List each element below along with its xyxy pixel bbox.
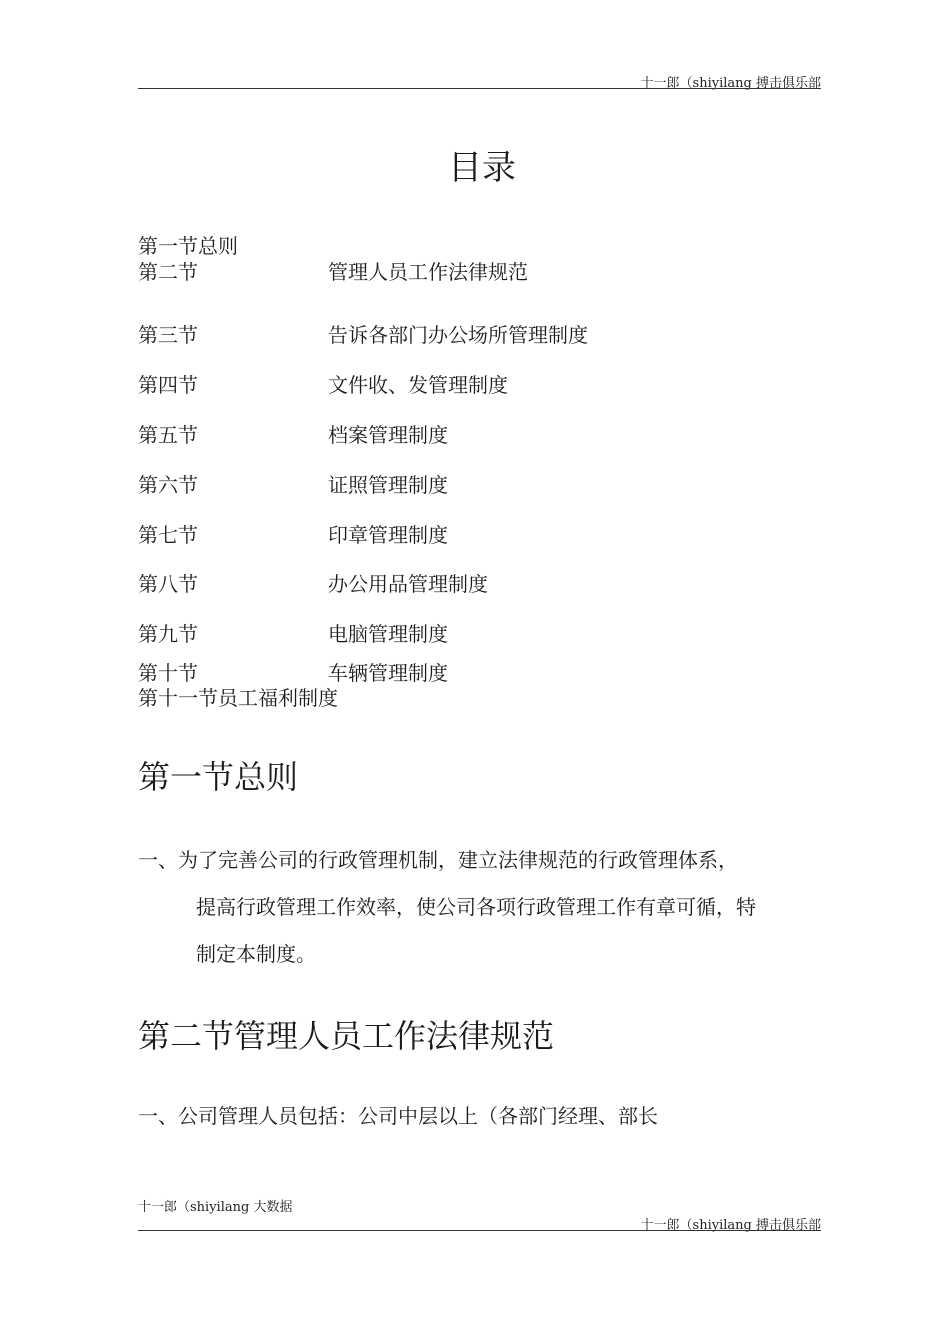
toc-entry-4-title[interactable]: 文件收、发管理制度 [328, 373, 508, 397]
toc-entry-9-title[interactable]: 电脑管理制度 [328, 622, 448, 646]
toc-entry-6-title[interactable]: 证照管理制度 [328, 473, 448, 497]
toc-entry-7-title[interactable]: 印章管理制度 [328, 523, 448, 547]
toc-entry-4-num[interactable]: 第四节 [138, 373, 198, 397]
toc-entry-5-title[interactable]: 档案管理制度 [328, 423, 448, 447]
toc-entry-8-title[interactable]: 办公用品管理制度 [328, 572, 488, 596]
toc-entry-1[interactable]: 第一节总则 [138, 234, 238, 258]
section-heading-2: 第二节管理人员工作法律规范 [138, 1017, 555, 1055]
toc-entry-11[interactable]: 第十一节员工福利制度 [138, 686, 338, 710]
toc-entry-10-title[interactable]: 车辆管理制度 [328, 661, 448, 685]
toc-entry-2-title[interactable]: 管理人员工作法律规范 [328, 260, 528, 284]
page-footer-right: 十一郎（shiyilang 搏击俱乐部 [640, 1218, 821, 1233]
section1-paragraph-line-2: 提高行政管理工作效率，使公司各项行政管理工作有章可循，特 [196, 895, 756, 919]
toc-entry-2-num[interactable]: 第二节 [138, 260, 198, 284]
section2-paragraph-line-1: 一、公司管理人员包括：公司中层以上（各部门经理、部长 [138, 1104, 658, 1128]
section1-paragraph-line-3: 制定本制度。 [196, 942, 316, 966]
footer-rule [138, 1230, 821, 1231]
section1-paragraph-line-1: 一、为了完善公司的行政管理机制，建立法律规范的行政管理体系， [138, 848, 738, 872]
toc-entry-6-num[interactable]: 第六节 [138, 473, 198, 497]
toc-title: 目录 [448, 148, 516, 188]
page-footer-left: 十一郎（shiyilang 大数据 [138, 1200, 293, 1215]
toc-entry-3-num[interactable]: 第三节 [138, 323, 198, 347]
toc-entry-9-num[interactable]: 第九节 [138, 622, 198, 646]
page-header: 十一郎（shiyilang 搏击俱乐部 [640, 76, 821, 91]
section-heading-1: 第一节总则 [138, 758, 299, 796]
toc-entry-3-title[interactable]: 告诉各部门办公场所管理制度 [328, 323, 588, 347]
toc-entry-7-num[interactable]: 第七节 [138, 523, 198, 547]
toc-entry-8-num[interactable]: 第八节 [138, 572, 198, 596]
toc-entry-10-num[interactable]: 第十节 [138, 661, 198, 685]
header-rule [138, 88, 821, 89]
toc-entry-5-num[interactable]: 第五节 [138, 423, 198, 447]
